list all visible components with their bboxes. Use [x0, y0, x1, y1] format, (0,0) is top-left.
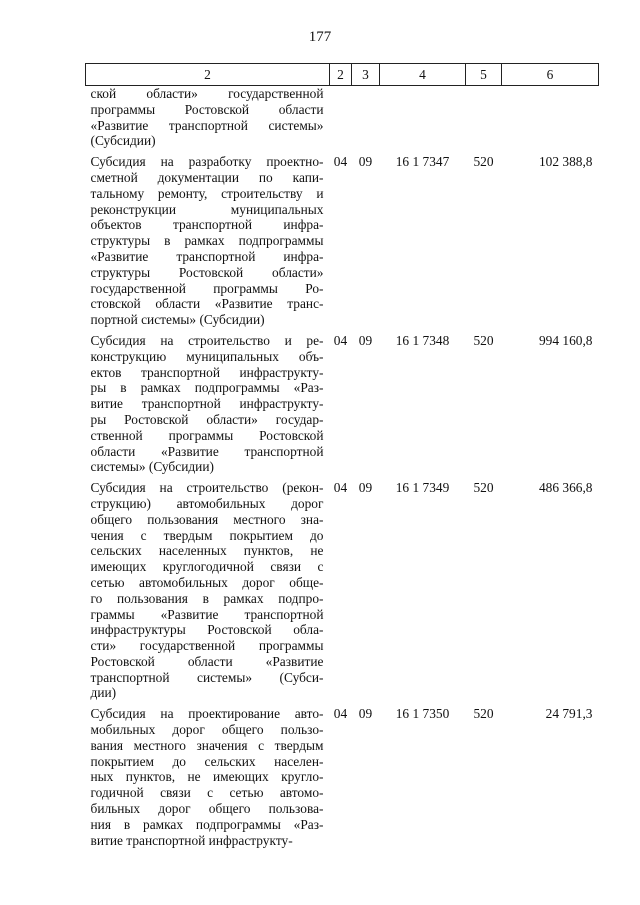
desc-line: годичной связи с сетью автомо- [90, 785, 324, 801]
desc-line: стовской области «Развитие транс- [90, 296, 324, 312]
cell-sum: 24 791,3 [545, 706, 593, 722]
cell-vr: 520 [473, 154, 494, 170]
page-number: 177 [308, 29, 332, 45]
row-description [86, 480, 330, 706]
desc-line: вания местного значения с твердым [90, 737, 324, 753]
table-row [86, 706, 599, 853]
table-row [86, 154, 599, 333]
desc-line: конструкцию муниципальных объ- [90, 348, 324, 364]
table-body [86, 86, 599, 854]
desc-line: ния в рамках подпрограммы «Раз- [90, 816, 324, 832]
cell-csr: 16 1 7349 [395, 480, 450, 496]
desc-line: го пользования в рамках подпро- [90, 590, 324, 606]
cell-csr: 16 1 7350 [395, 706, 450, 722]
desc-line: имеющих круглогодичной связи с [90, 559, 324, 575]
desc-line: структуры в рамках подпрограммы [90, 233, 324, 249]
desc-line: общего пользования местного зна- [90, 511, 324, 527]
desc-line: ектов транспортной инфраструкту- [90, 364, 324, 380]
header-col-rz: 2 [330, 64, 352, 86]
desc-line: системы» (Субсидии) [90, 459, 214, 475]
desc-line: бильных дорог общего пользова- [90, 801, 324, 817]
desc-line: Субсидия на строительство (рекон- [90, 480, 324, 496]
desc-line: сти» государственной программы [90, 638, 324, 654]
desc-line: структуры Ростовской области» [90, 264, 324, 280]
desc-line: сельских населенных пунктов, не [90, 543, 324, 559]
desc-line: реконструкции муниципальных [90, 201, 324, 217]
cell-csr: 16 1 7348 [395, 332, 450, 348]
table-header [86, 64, 599, 86]
desc-line: объектов транспортной инфра- [90, 217, 324, 233]
header-col-csr: 4 [380, 64, 466, 86]
desc-line: государственной программы Ро- [90, 280, 324, 296]
desc-line: граммы «Развитие транспортной [90, 606, 324, 622]
desc-line: покрытием до сельских населен- [90, 753, 324, 769]
budget-table [85, 63, 599, 853]
header-col-sum: 6 [502, 64, 599, 86]
desc-line: ры Ростовской области» государ- [90, 411, 324, 427]
cell-csr: 16 1 7347 [395, 154, 450, 170]
cell-vr: 520 [473, 706, 494, 722]
table-row [86, 480, 599, 706]
header-col-pr: 3 [352, 64, 380, 86]
table-row [86, 333, 599, 480]
desc-line: (Субсидии) [90, 133, 156, 149]
desc-line: ственной программы Ростовской [90, 427, 324, 443]
desc-line: транспортной системы» (Субси- [90, 669, 324, 685]
cell-pr: 09 [358, 706, 373, 722]
table-row-continuation [86, 86, 599, 155]
row-description [86, 86, 330, 155]
desc-line: Субсидия на разработку проектно- [90, 154, 324, 170]
desc-line: «Развитие транспортной системы» [90, 117, 324, 133]
header-col-vr: 5 [466, 64, 502, 86]
desc-line: инфраструктуры Ростовской обла- [90, 622, 324, 638]
desc-line: программы Ростовской области [90, 101, 324, 117]
desc-line: струкцию) автомобильных дорог [90, 495, 324, 511]
cell-rz: 04 [333, 154, 348, 170]
desc-line: чения с твердым покрытием до [90, 527, 324, 543]
desc-line: ской области» государственной [90, 86, 324, 101]
row-description [86, 154, 330, 333]
cell-rz: 04 [333, 480, 348, 496]
desc-line: Субсидия на строительство и ре- [90, 332, 324, 348]
desc-line: области «Развитие транспортной [90, 443, 324, 459]
desc-line: портной системы» (Субсидии) [90, 312, 265, 328]
desc-line: сметной документации по капи- [90, 169, 324, 185]
cell-rz: 04 [333, 706, 348, 722]
cell-pr: 09 [358, 480, 373, 496]
cell-rz: 04 [333, 332, 348, 348]
cell-pr: 09 [358, 154, 373, 170]
desc-line: витие транспортной инфраструкту- [90, 396, 324, 412]
desc-line: Ростовской области «Развитие [90, 653, 324, 669]
cell-vr: 520 [473, 332, 494, 348]
desc-line: Субсидия на проектирование авто- [90, 706, 324, 722]
desc-line: сетью автомобильных дорог обще- [90, 574, 324, 590]
cell-sum: 486 366,8 [538, 480, 593, 496]
desc-line: ры в рамках подпрограммы «Раз- [90, 380, 324, 396]
desc-line: тальному ремонту, строительству и [90, 185, 324, 201]
desc-line: витие транспортной инфраструкту- [90, 832, 293, 848]
desc-line: «Развитие транспортной инфра- [90, 248, 324, 264]
desc-line: ных пунктов, не имеющих кругло- [90, 769, 324, 785]
cell-sum: 102 388,8 [538, 154, 593, 170]
header-col-description: 2 [86, 64, 330, 86]
cell-pr: 09 [358, 332, 373, 348]
row-description [86, 706, 330, 853]
cell-vr: 520 [473, 480, 494, 496]
desc-line: дии) [90, 685, 117, 701]
row-description [86, 333, 330, 480]
cell-sum: 994 160,8 [538, 332, 593, 348]
desc-line: мобильных дорог общего пользо- [90, 722, 324, 738]
